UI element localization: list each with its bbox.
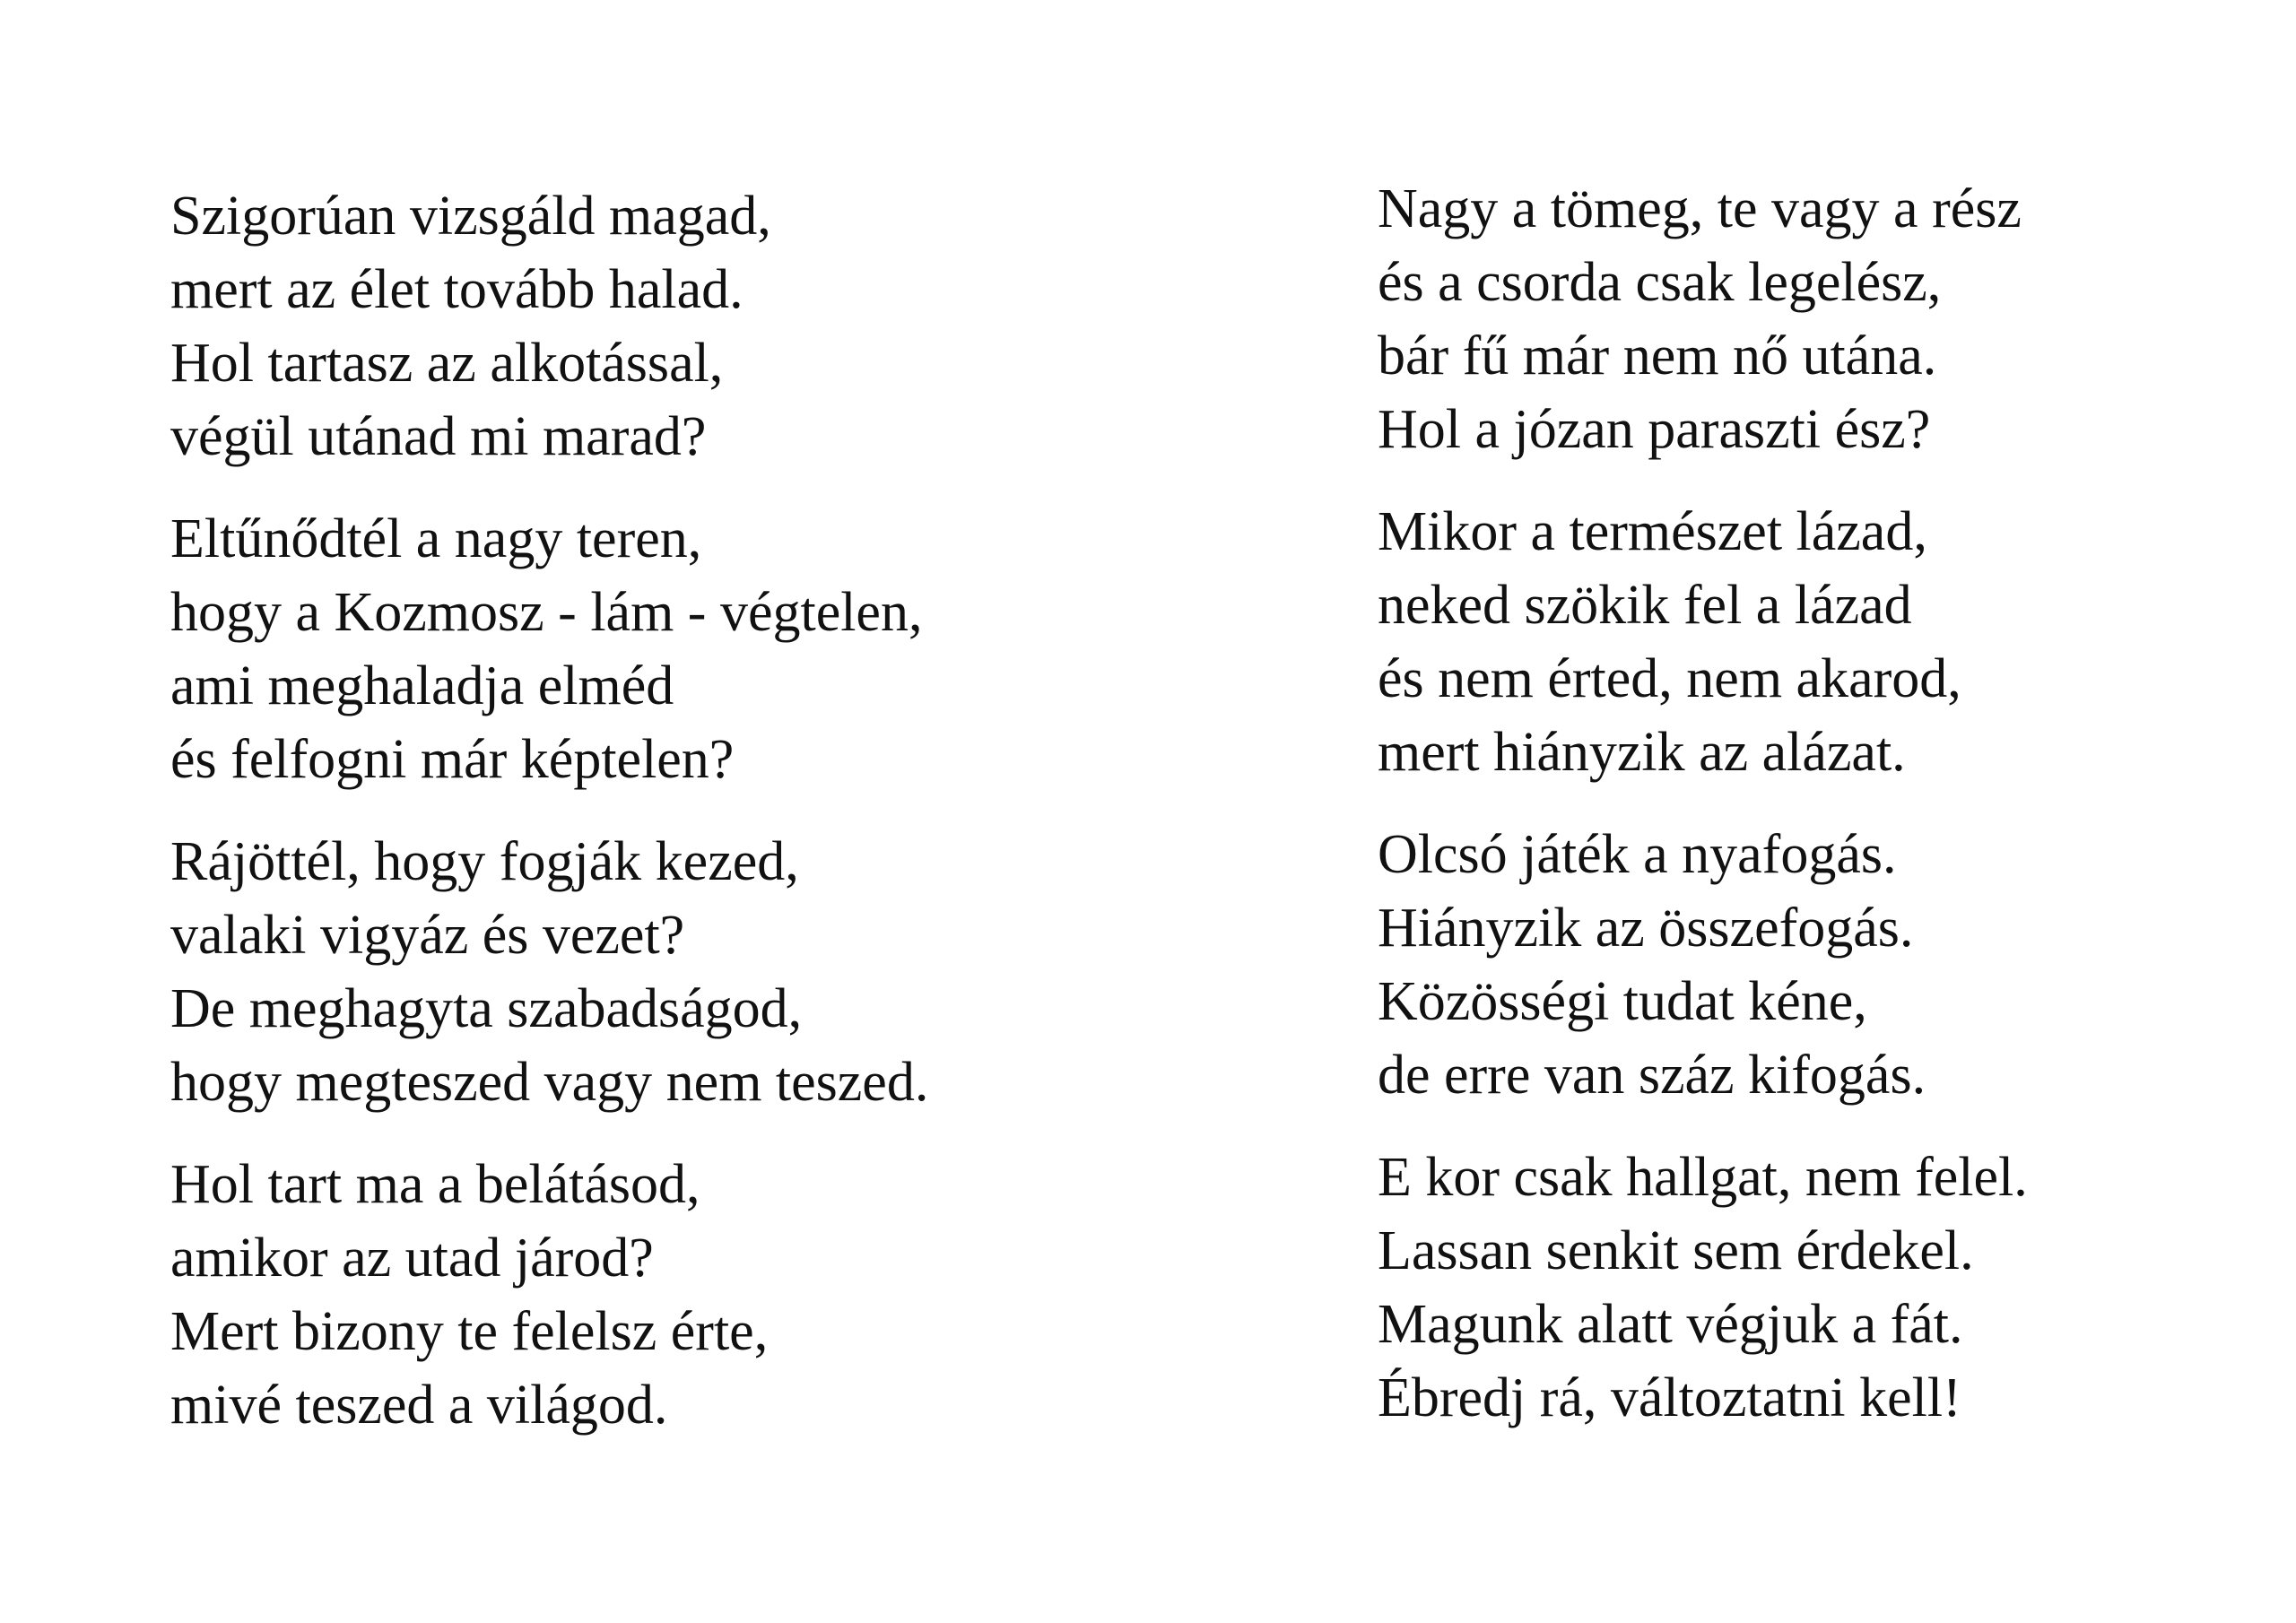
poem-line: és nem érted, nem akarod, [1378,648,1961,709]
poem-line: hogy megteszed vagy nem teszed. [170,1052,929,1113]
poem-line: bár fű már nem nő utána. [1378,325,1937,386]
stanza [1378,495,2296,789]
stanza [170,1148,1202,1442]
poem-line: Közösségi tudat kéne, [1378,971,1867,1032]
poem-line: Hiányzik az összefogás. [1378,898,1914,959]
poem-column-right [1378,172,2296,1463]
stanza [170,825,1202,1119]
poem-line: valaki vigyáz és vezet? [170,905,685,966]
poem-line: végül utánad mi marad? [170,406,707,467]
poem-line: ami meghaladja elméd [170,655,674,716]
poem-line: Nagy a tömeg, te vagy a rész [1378,178,2022,239]
poem-line: amikor az utad járod? [170,1228,654,1289]
poem-line: E kor csak hallgat, nem felel. [1378,1147,2028,1208]
stanza [1378,1141,2296,1435]
poem-line: Ébredj rá, változtatni kell! [1378,1367,1961,1428]
stanza [1378,172,2296,466]
poem-line: de erre van száz kifogás. [1378,1045,1926,1106]
poem-line: és a csorda csak legelész, [1378,252,1942,313]
poem-line: mert az élet tovább halad. [170,259,744,320]
poem-line: Hol tartasz az alkotással, [170,333,724,394]
poem-line: Mert bizony te felelsz érte, [170,1301,769,1362]
poem-line: hogy a Kozmosz - lám - végtelen, [170,582,923,643]
poem-line: Magunk alatt végjuk a fát. [1378,1294,1963,1355]
stanza [1378,818,2296,1112]
poem-line: Eltűnődtél a nagy teren, [170,508,702,569]
poem-line: Mikor a természet lázad, [1378,501,1927,562]
poem-line: mert hiányzik az alázat. [1378,722,1906,783]
stanza [170,502,1202,796]
poem-line: Rájöttél, hogy fogják kezed, [170,831,799,892]
poem-line: mivé teszed a világod. [170,1375,668,1436]
poem-line: De meghagyta szabadságod, [170,978,803,1039]
poem-line: és felfogni már képtelen? [170,729,735,790]
poem-line: neked szökik fel a lázad [1378,575,1912,636]
poem-line: Lassan senkit sem érdekel. [1378,1220,1974,1281]
poem-column-left [170,179,1202,1471]
stanza [170,179,1202,473]
poem-line: Olcsó játék a nyafogás. [1378,824,1897,885]
poem-line: Hol tart ma a belátásod, [170,1154,700,1215]
poem-line: Szigorúan vizsgáld magad, [170,186,771,247]
poem-line: Hol a józan paraszti ész? [1378,399,1931,460]
